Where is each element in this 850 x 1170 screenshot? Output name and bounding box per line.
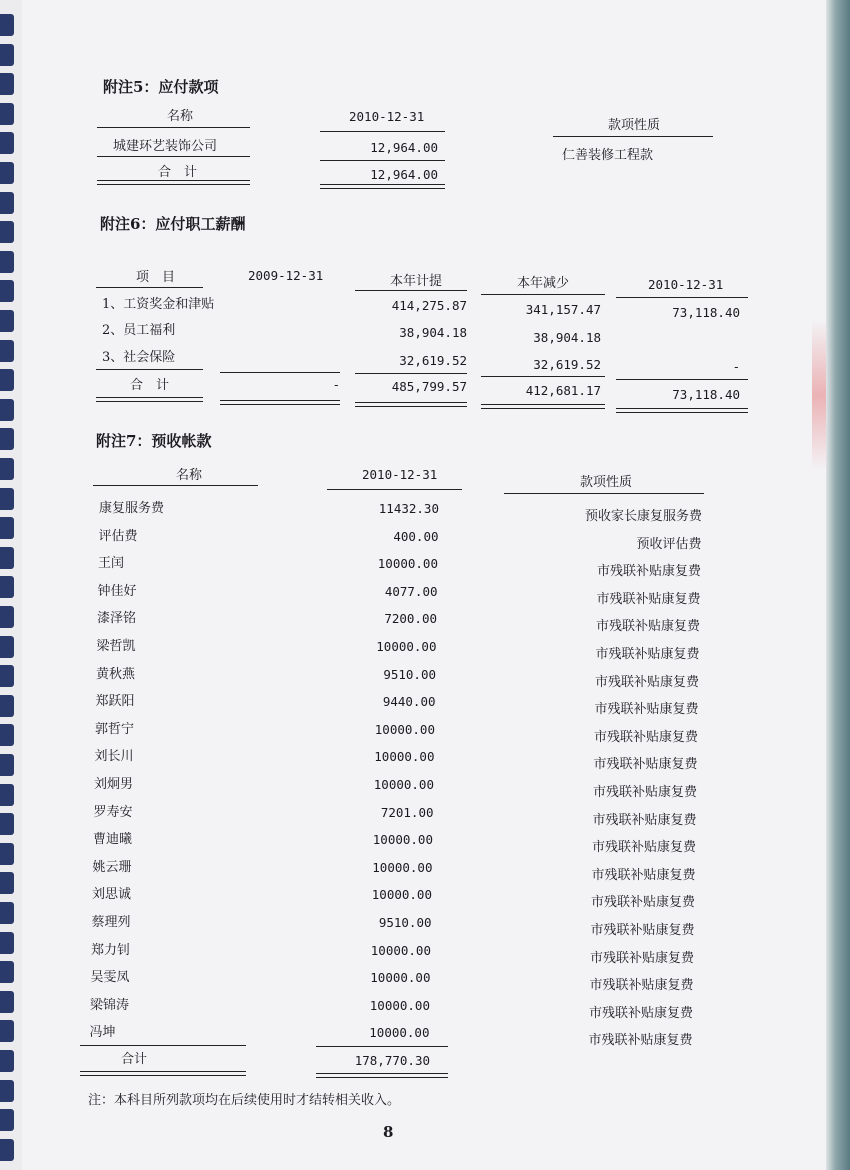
note6-row-end: - — [732, 359, 740, 374]
binding-ring — [0, 44, 14, 66]
note7-row-nature: 市残联补贴康复费 — [593, 729, 698, 745]
note7-row-amount: 10000.00 — [369, 1025, 430, 1041]
binding-ring — [0, 1020, 14, 1042]
note6-header-item: 项 目 — [136, 270, 176, 285]
note6-rule — [96, 369, 203, 370]
note7-row-nature: 市残联补贴康复费 — [595, 647, 700, 662]
note7-row-name: 梁锦涛 — [90, 997, 130, 1013]
note7-row-nature: 市残联补贴康复费 — [590, 923, 695, 938]
note6-total-reduce: 412,681.17 — [525, 383, 601, 398]
note7-row-name: 郑力钊 — [91, 942, 131, 958]
note5-row-amount: 12,964.00 — [370, 140, 438, 155]
note7-row-nature: 预收家长康复服务费 — [584, 509, 702, 524]
note7-row-nature: 市残联补贴康复费 — [591, 867, 696, 883]
note7-row-amount: 10000.00 — [372, 832, 433, 848]
note7-row-amount: 9440.00 — [382, 694, 436, 710]
note7-row-name: 曹迪曦 — [93, 832, 133, 848]
binding-ring — [0, 961, 14, 983]
note7-row-amount: 7201.00 — [380, 804, 434, 820]
note7-row-nature: 市残联补贴康复费 — [588, 1033, 693, 1049]
binding-ring — [0, 784, 14, 806]
note7-row-name: 郭哲宁 — [95, 721, 135, 737]
note7-row-name: 钟佳好 — [97, 583, 137, 599]
page-number: 8 — [383, 1123, 394, 1141]
note7-row-amount: 4077.00 — [384, 583, 438, 599]
binding-ring — [0, 843, 14, 865]
note7-row-name: 蔡理列 — [91, 915, 131, 930]
binding-ring — [0, 132, 14, 154]
note7-row-name: 郑跃阳 — [95, 694, 135, 710]
binding-ring — [0, 310, 14, 332]
note6-rule — [481, 376, 605, 377]
note6-row-reduce: 32,619.52 — [533, 357, 601, 372]
note7-row-nature: 市残联补贴康复费 — [593, 757, 698, 773]
note7-row-amount: 10000.00 — [376, 639, 437, 654]
note6-rule — [96, 287, 203, 288]
note5-rule — [553, 136, 713, 137]
note6-double-rule — [616, 408, 748, 413]
binding-ring — [0, 724, 14, 746]
note7-row-name: 刘思诚 — [92, 887, 132, 903]
binding-ring — [0, 458, 14, 480]
note7-row-nature: 市残联补贴康复费 — [591, 840, 696, 856]
note5-header-name: 名称 — [167, 109, 194, 124]
note6-title: 附注6：应付职工薪酬 — [100, 215, 246, 233]
note5-row-name: 城建环艺装饰公司 — [113, 139, 218, 154]
footnote: 注：本科目所列款项均在后续使用时才结转相关收入。 — [88, 1093, 401, 1108]
note6-rule — [355, 373, 467, 374]
binding-ring — [0, 221, 14, 243]
note6-total-add: 485,799.57 — [391, 379, 467, 394]
note6-row-item: 3、社会保险 — [102, 350, 176, 365]
note7-row-nature: 市残联补贴康复费 — [589, 950, 694, 966]
note6-rule — [481, 294, 605, 295]
note7-row-amount: 10000.00 — [373, 777, 434, 792]
note7-row-name: 评估费 — [98, 528, 138, 544]
note5-total-amount: 12,964.00 — [370, 167, 438, 182]
note5-rule — [320, 131, 445, 132]
note7-rule — [316, 1046, 448, 1047]
binding-ring — [0, 280, 14, 302]
note7-row-amount: 10000.00 — [370, 942, 431, 958]
note7-row-name: 刘炯男 — [94, 777, 134, 792]
note7-row-nature: 市残联补贴康复费 — [596, 564, 701, 580]
note7-row-name: 梁哲凯 — [96, 639, 136, 654]
binding-ring — [0, 488, 14, 510]
binding-ring — [0, 665, 14, 687]
note7-rule — [327, 489, 462, 490]
note6-header-end: 2010-12-31 — [648, 277, 724, 292]
red-stamp-mark — [812, 320, 826, 470]
note7-row-nature: 市残联补贴康复费 — [592, 812, 697, 828]
binding-ring — [0, 991, 14, 1013]
binding-ring — [0, 932, 14, 954]
note6-total-begin: - — [332, 377, 340, 392]
note7-row-nature: 市残联补贴康复费 — [595, 619, 700, 635]
note7-row-amount: 10000.00 — [374, 721, 435, 737]
note6-rule — [355, 290, 467, 291]
note6-row-add: 32,619.52 — [399, 353, 467, 368]
binding-ring — [0, 399, 14, 421]
note7-row-nature: 市残联补贴康复费 — [589, 978, 694, 994]
note7-header-date: 2010-12-31 — [362, 467, 438, 482]
note7-rule — [504, 493, 704, 494]
note5-title: 附注5：应付款项 — [103, 78, 219, 96]
note7-row-amount: 10000.00 — [377, 556, 438, 572]
note7-row-name: 姚云珊 — [92, 859, 132, 875]
note7-header-nature: 款项性质 — [580, 475, 633, 490]
note7-row-name: 漆泽铭 — [97, 611, 137, 627]
note7-row-nature: 市残联补贴康复费 — [592, 785, 697, 800]
binding-ring — [0, 547, 14, 569]
note5-header-date: 2010-12-31 — [349, 109, 425, 124]
note7-row-nature: 市残联补贴康复费 — [594, 674, 699, 690]
binding-ring — [0, 251, 14, 273]
note6-header-add: 本年计提 — [390, 274, 443, 289]
note7-row-amount: 9510.00 — [383, 666, 436, 682]
note6-double-rule — [220, 400, 340, 405]
note6-rule — [616, 297, 748, 298]
note7-row-amount: 10000.00 — [372, 859, 433, 875]
note7-row-name: 黄秋燕 — [96, 666, 136, 682]
note6-row-add: 38,904.18 — [399, 325, 467, 340]
binding-ring — [0, 606, 14, 628]
note5-row-nature: 仁善装修工程款 — [562, 148, 654, 163]
binding-ring — [0, 636, 14, 658]
binding-ring — [0, 103, 14, 125]
binding-ring — [0, 1080, 14, 1102]
note7-rule — [80, 1045, 246, 1046]
note6-row-item: 1、工资奖金和津贴 — [102, 297, 215, 312]
binding-ring — [0, 428, 14, 450]
note5-total-label: 合 计 — [158, 165, 198, 180]
binding-ring — [0, 1139, 14, 1161]
note7-row-amount: 10000.00 — [374, 749, 435, 765]
note7-row-amount: 9510.00 — [378, 915, 432, 930]
note7-row-amount: 10000.00 — [371, 887, 432, 903]
note7-row-name: 吴雯凤 — [90, 970, 130, 986]
note6-double-rule — [481, 404, 605, 409]
note7-total-amount: 178,770.30 — [354, 1053, 430, 1068]
note6-row-add: 414,275.87 — [391, 298, 467, 313]
binding-ring — [0, 754, 14, 776]
note6-total-label: 合 计 — [130, 378, 170, 393]
note6-row-item: 2、员工福利 — [102, 323, 176, 338]
note7-rule — [93, 485, 258, 486]
binding-ring — [0, 576, 14, 598]
note6-row-reduce: 38,904.18 — [533, 330, 601, 345]
note6-header-reduce: 本年减少 — [517, 276, 570, 291]
note5-rule — [320, 160, 445, 161]
note7-title: 附注7：预收帐款 — [96, 432, 212, 450]
note7-row-amount: 7200.00 — [384, 611, 437, 627]
note7-row-name: 康复服务费 — [99, 501, 165, 516]
note6-row-reduce: 341,157.47 — [525, 302, 601, 317]
binding-ring — [0, 192, 14, 214]
note6-double-rule — [355, 402, 467, 407]
binding-ring — [0, 902, 14, 924]
note7-row-nature: 市残联补贴康复费 — [594, 702, 699, 718]
note5-header-nature: 款项性质 — [608, 118, 661, 133]
note7-row-name: 王闰 — [98, 556, 125, 572]
note7-row-name: 冯坤 — [89, 1025, 116, 1041]
note5-double-rule — [97, 180, 250, 185]
binding-ring — [0, 340, 14, 362]
note7-row-amount: 10000.00 — [369, 997, 430, 1013]
note7-header-name: 名称 — [176, 468, 203, 483]
note6-header-begin: 2009-12-31 — [248, 268, 324, 283]
binding-ring — [0, 695, 14, 717]
note7-row-nature: 市残联补贴康复费 — [596, 591, 701, 607]
note7-row-nature: 预收评估费 — [636, 536, 702, 552]
binding-ring — [0, 14, 14, 36]
binding-ring — [0, 369, 14, 391]
binding-ring — [0, 813, 14, 835]
note6-row-end: 73,118.40 — [672, 305, 740, 320]
note5-rule — [97, 127, 250, 128]
note7-total-label: 合计 — [121, 1052, 148, 1067]
note7-row-amount: 400.00 — [393, 528, 439, 544]
note7-row-nature: 市残联补贴康复费 — [590, 895, 695, 911]
note5-rule — [97, 156, 250, 157]
note6-rule — [220, 372, 340, 373]
binding-ring — [0, 517, 14, 539]
note7-row-nature: 市残联补贴康复费 — [588, 1005, 693, 1021]
binding-ring — [0, 73, 14, 95]
binding-ring — [0, 1050, 14, 1072]
binding-ring — [0, 872, 14, 894]
note7-double-rule — [316, 1073, 448, 1078]
cover-edge — [826, 0, 850, 1170]
note6-total-end: 73,118.40 — [672, 387, 740, 402]
note6-rule — [616, 379, 748, 380]
note7-double-rule — [80, 1071, 246, 1076]
note7-row-name: 罗寿安 — [93, 804, 133, 820]
note6-double-rule — [96, 397, 203, 402]
note7-row-name: 刘长川 — [94, 749, 134, 765]
note5-double-rule — [320, 184, 445, 189]
note7-row-amount: 11432.30 — [378, 501, 439, 516]
binding-ring — [0, 162, 14, 184]
note7-row-amount: 10000.00 — [370, 970, 431, 986]
binding-ring — [0, 1109, 14, 1131]
